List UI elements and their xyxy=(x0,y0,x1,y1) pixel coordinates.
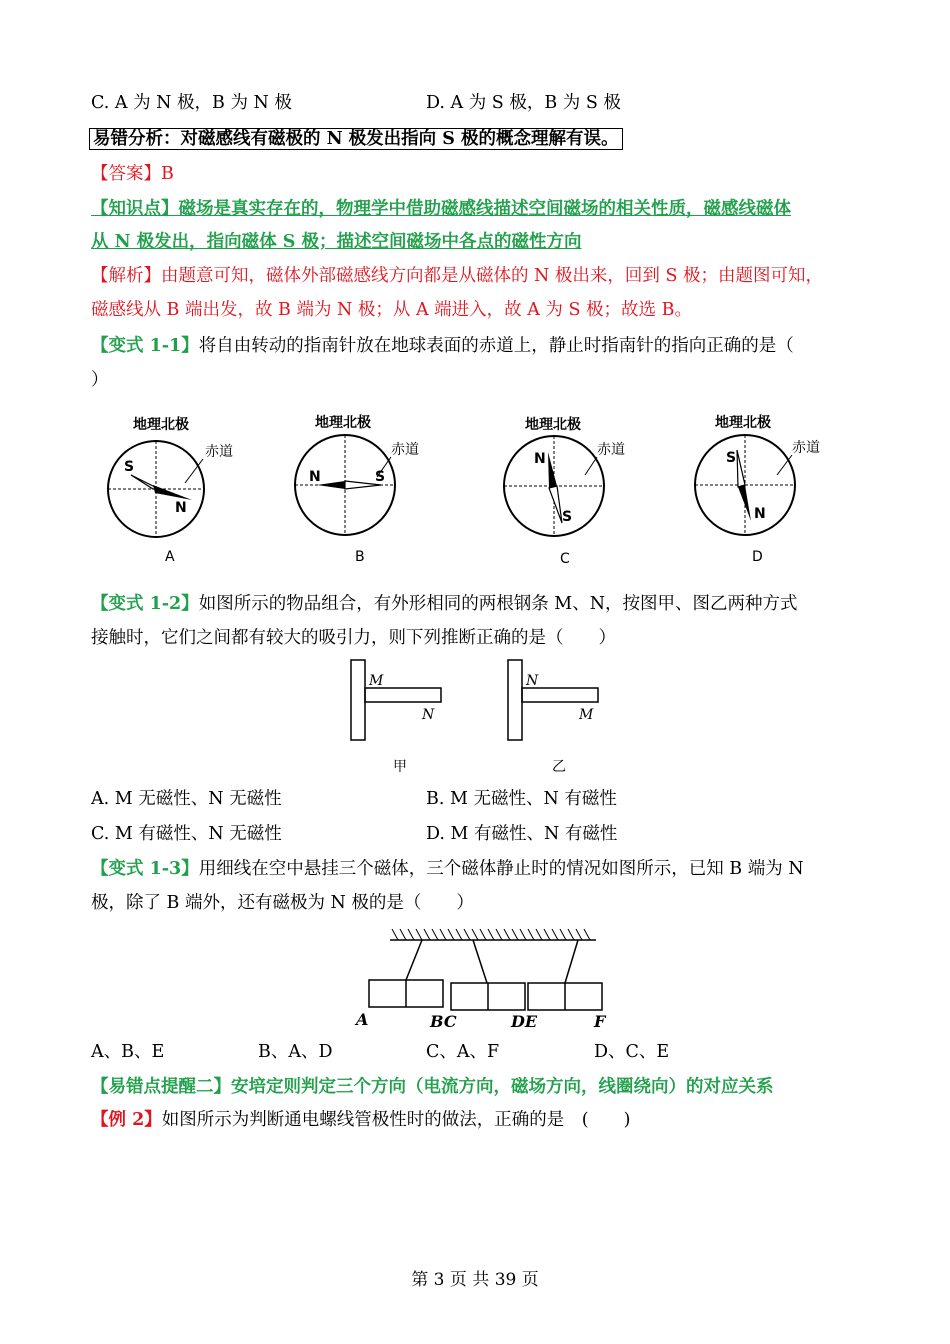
compass-d-title: 地理北极 xyxy=(715,415,771,431)
figure-jia xyxy=(351,660,441,775)
label-bc: BC xyxy=(430,1012,457,1031)
compass-d-pole-bottom: N xyxy=(754,506,766,522)
example-2-text: 如图所示为判断通电螺线管极性时的做法，正确的是 ( ) xyxy=(161,1110,631,1130)
analysis-text-1: 由题意可知，磁体外部磁感线方向都是从磁体的 N 极出来，回到 S 极；由题图可知， xyxy=(161,266,824,286)
knowledge-tag: 【知识点】 xyxy=(91,199,179,219)
variant-1-1-tag: 【变式 1-1】 xyxy=(91,336,199,356)
label-n-yi: N xyxy=(526,673,539,689)
variant-1-3-option-a: A、B、E xyxy=(91,1042,165,1062)
steel-bar-figures xyxy=(340,655,620,780)
variant-1-2-text-1: 如图所示的物品组合，有外形相同的两根钢条 M、N，按图甲、图乙两种方式 xyxy=(198,594,798,614)
variant-1-3-text-2: 极，除了 B 端外，还有磁极为 N 极的是（ ） xyxy=(91,893,474,913)
variant-1-3-option-c: C、A、F xyxy=(426,1042,500,1062)
variant-1-1-text-2: ） xyxy=(91,370,109,390)
analysis-line-1 xyxy=(91,264,823,288)
compass-a-equator: 赤道 xyxy=(205,444,233,460)
compass-b-pole-bottom: S xyxy=(375,469,386,485)
knowledge-line-1 xyxy=(91,197,791,221)
reminder-two: 【易错点提醒二】安培定则判定三个方向（电流方向，磁场方向，线圈绕向）的对应关系 xyxy=(91,1077,774,1097)
string-1 xyxy=(406,940,422,980)
compass-b-equator: 赤道 xyxy=(391,442,419,458)
compass-c-equator: 赤道 xyxy=(597,442,625,458)
answer-tag: 【答案】 xyxy=(91,164,161,184)
variant-1-3-option-b: B、A、D xyxy=(258,1042,333,1062)
error-analysis-box xyxy=(89,127,623,151)
compass-d-needle-s xyxy=(737,450,745,487)
compass-a-pole-top: S xyxy=(124,459,135,475)
compass-c-pole-top: N xyxy=(534,451,546,467)
label-n-jia: N xyxy=(422,707,435,723)
compass-c-title: 地理北极 xyxy=(525,417,581,433)
bar-m-yi xyxy=(522,688,598,702)
bar-n-yi xyxy=(508,660,522,740)
compass-b xyxy=(295,414,419,565)
compass-b-pole-top: N xyxy=(309,469,321,485)
label-m-yi: M xyxy=(579,707,594,723)
variant-1-1-line-1 xyxy=(91,334,794,358)
compass-b-label: B xyxy=(355,549,365,565)
variant-1-3-line-1 xyxy=(91,857,804,881)
compass-a-needle-n xyxy=(153,485,192,500)
variant-1-3-option-d: D、C、E xyxy=(594,1042,670,1062)
compass-c xyxy=(504,416,625,567)
bar-m-jia xyxy=(351,660,365,740)
compass-c-pole-bottom: S xyxy=(562,509,573,525)
compass-d-equator: 赤道 xyxy=(792,440,820,456)
label-m-jia: M xyxy=(369,673,384,689)
option-d-prev: D. A 为 S 极，B 为 S 极 xyxy=(426,93,621,113)
compass-d-label: D xyxy=(752,549,763,565)
string-3 xyxy=(565,940,578,983)
label-f: F xyxy=(594,1012,606,1031)
label-a: A xyxy=(356,1010,369,1029)
compass-a-label: A xyxy=(165,549,175,565)
figure-yi xyxy=(508,660,598,775)
option-c-prev: C. A 为 N 极，B 为 N 极 xyxy=(91,93,292,113)
variant-1-3-text-1: 用细线在空中悬挂三个磁体，三个磁体静止时的情况如图所示，已知 B 端为 N xyxy=(198,859,804,879)
compass-d xyxy=(695,414,820,565)
compass-b-title: 地理北极 xyxy=(315,415,371,431)
variant-1-1-text-1: 将自由转动的指南针放在地球表面的赤道上，静止时指南针的指向正确的是（ xyxy=(198,336,794,356)
example-2-line xyxy=(91,1108,630,1132)
compass-b-needle-n xyxy=(317,481,345,489)
variant-1-2-option-d: D. M 有磁性、N 有磁性 xyxy=(426,824,618,844)
analysis-tag: 【解析】 xyxy=(91,266,161,286)
variant-1-2-option-c: C. M 有磁性、N 无磁性 xyxy=(91,824,282,844)
example-2-tag: 【例 2】 xyxy=(91,1110,162,1130)
variant-1-2-tag: 【变式 1-2】 xyxy=(91,594,199,614)
compass-d-pole-top: S xyxy=(726,450,737,466)
page-footer: 第 3 页 共 39 页 xyxy=(411,1270,539,1290)
bar-n-jia xyxy=(365,688,441,702)
caption-jia: 甲 xyxy=(393,759,407,775)
compass-a xyxy=(108,416,233,565)
compass-c-label: C xyxy=(560,551,570,567)
answer-value: B xyxy=(161,164,174,184)
compass-a-title: 地理北极 xyxy=(133,417,189,433)
variant-1-2-line-1 xyxy=(91,592,798,616)
compass-a-pole-bottom: N xyxy=(175,500,187,516)
error-analysis-text: 易错分析：对磁感线有磁极的 N 极发出指向 S 极的概念理解有误。 xyxy=(89,128,623,150)
compass-c-needle-s xyxy=(549,486,562,523)
variant-1-3-tag: 【变式 1-3】 xyxy=(91,859,199,879)
analysis-text-2: 磁感线从 B 端出发，故 B 端为 N 极；从 A 端进入，故 A 为 S 极；故选 B。 xyxy=(91,300,692,320)
compass-c-needle-n xyxy=(548,452,557,488)
caption-yi: 乙 xyxy=(552,759,566,775)
compass-figures xyxy=(95,405,835,575)
string-2 xyxy=(473,940,487,983)
knowledge-text-1: 磁场是真实存在的，物理学中借助磁感线描述空间磁场的相关性质，磁感线磁体 xyxy=(178,199,791,219)
hanging-magnets-figure xyxy=(350,925,610,1035)
label-de: DE xyxy=(511,1012,538,1031)
variant-1-2-option-b: B. M 无磁性、N 有磁性 xyxy=(426,789,617,809)
answer-line xyxy=(91,162,174,186)
variant-1-2-text-2: 接触时，它们之间都有较大的吸引力，则下列推断正确的是（ ） xyxy=(91,628,616,648)
knowledge-text-2: 从 N 极发出，指向磁体 S 极；描述空间磁场中各点的磁性方向 xyxy=(91,232,582,252)
variant-1-2-option-a: A. M 无磁性、N 无磁性 xyxy=(91,789,282,809)
